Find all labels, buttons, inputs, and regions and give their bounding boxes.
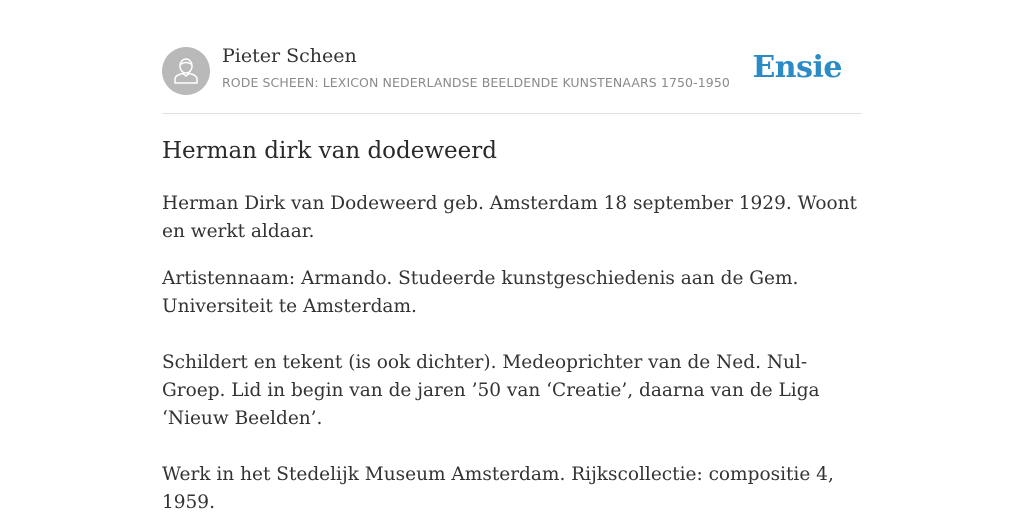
author-avatar[interactable] — [162, 47, 210, 95]
brand-logo[interactable]: Ensie — [752, 50, 842, 85]
page-container — [162, 0, 862, 513]
paragraph-collections: Werk in het Stedelijk Museum Amsterdam. Rijkscollectie: compositie 4, 1959. — [162, 464, 834, 513]
author-name[interactable]: Pieter Scheen — [222, 45, 357, 67]
article-title: Herman dirk van dodeweerd — [162, 138, 497, 164]
paragraph-education: Artistennaam: Armando. Studeerde kunstgeschiedenis aan de Gem. Universiteit te Amsterdam. — [162, 268, 799, 317]
user-icon — [172, 56, 200, 86]
article-header — [162, 0, 862, 114]
article-body — [162, 190, 862, 517]
paragraph-birth: Herman Dirk van Dodeweerd geb. Amsterdam 18 september 1929. Woont en werkt aldaar. — [162, 193, 857, 242]
paragraph-career: Schildert en tekent (is ook dichter). Medeoprichter van de Ned. Nul-Groep. Lid in begin van de jaren ’50 van ‘Creatie’, daarna van de Liga ‘Nieuw Beelden’. — [162, 352, 820, 429]
source-publication[interactable]: RODE SCHEEN: LEXICON NEDERLANDSE BEELDENDE KUNSTENAARS 1750-1950 — [222, 75, 730, 90]
